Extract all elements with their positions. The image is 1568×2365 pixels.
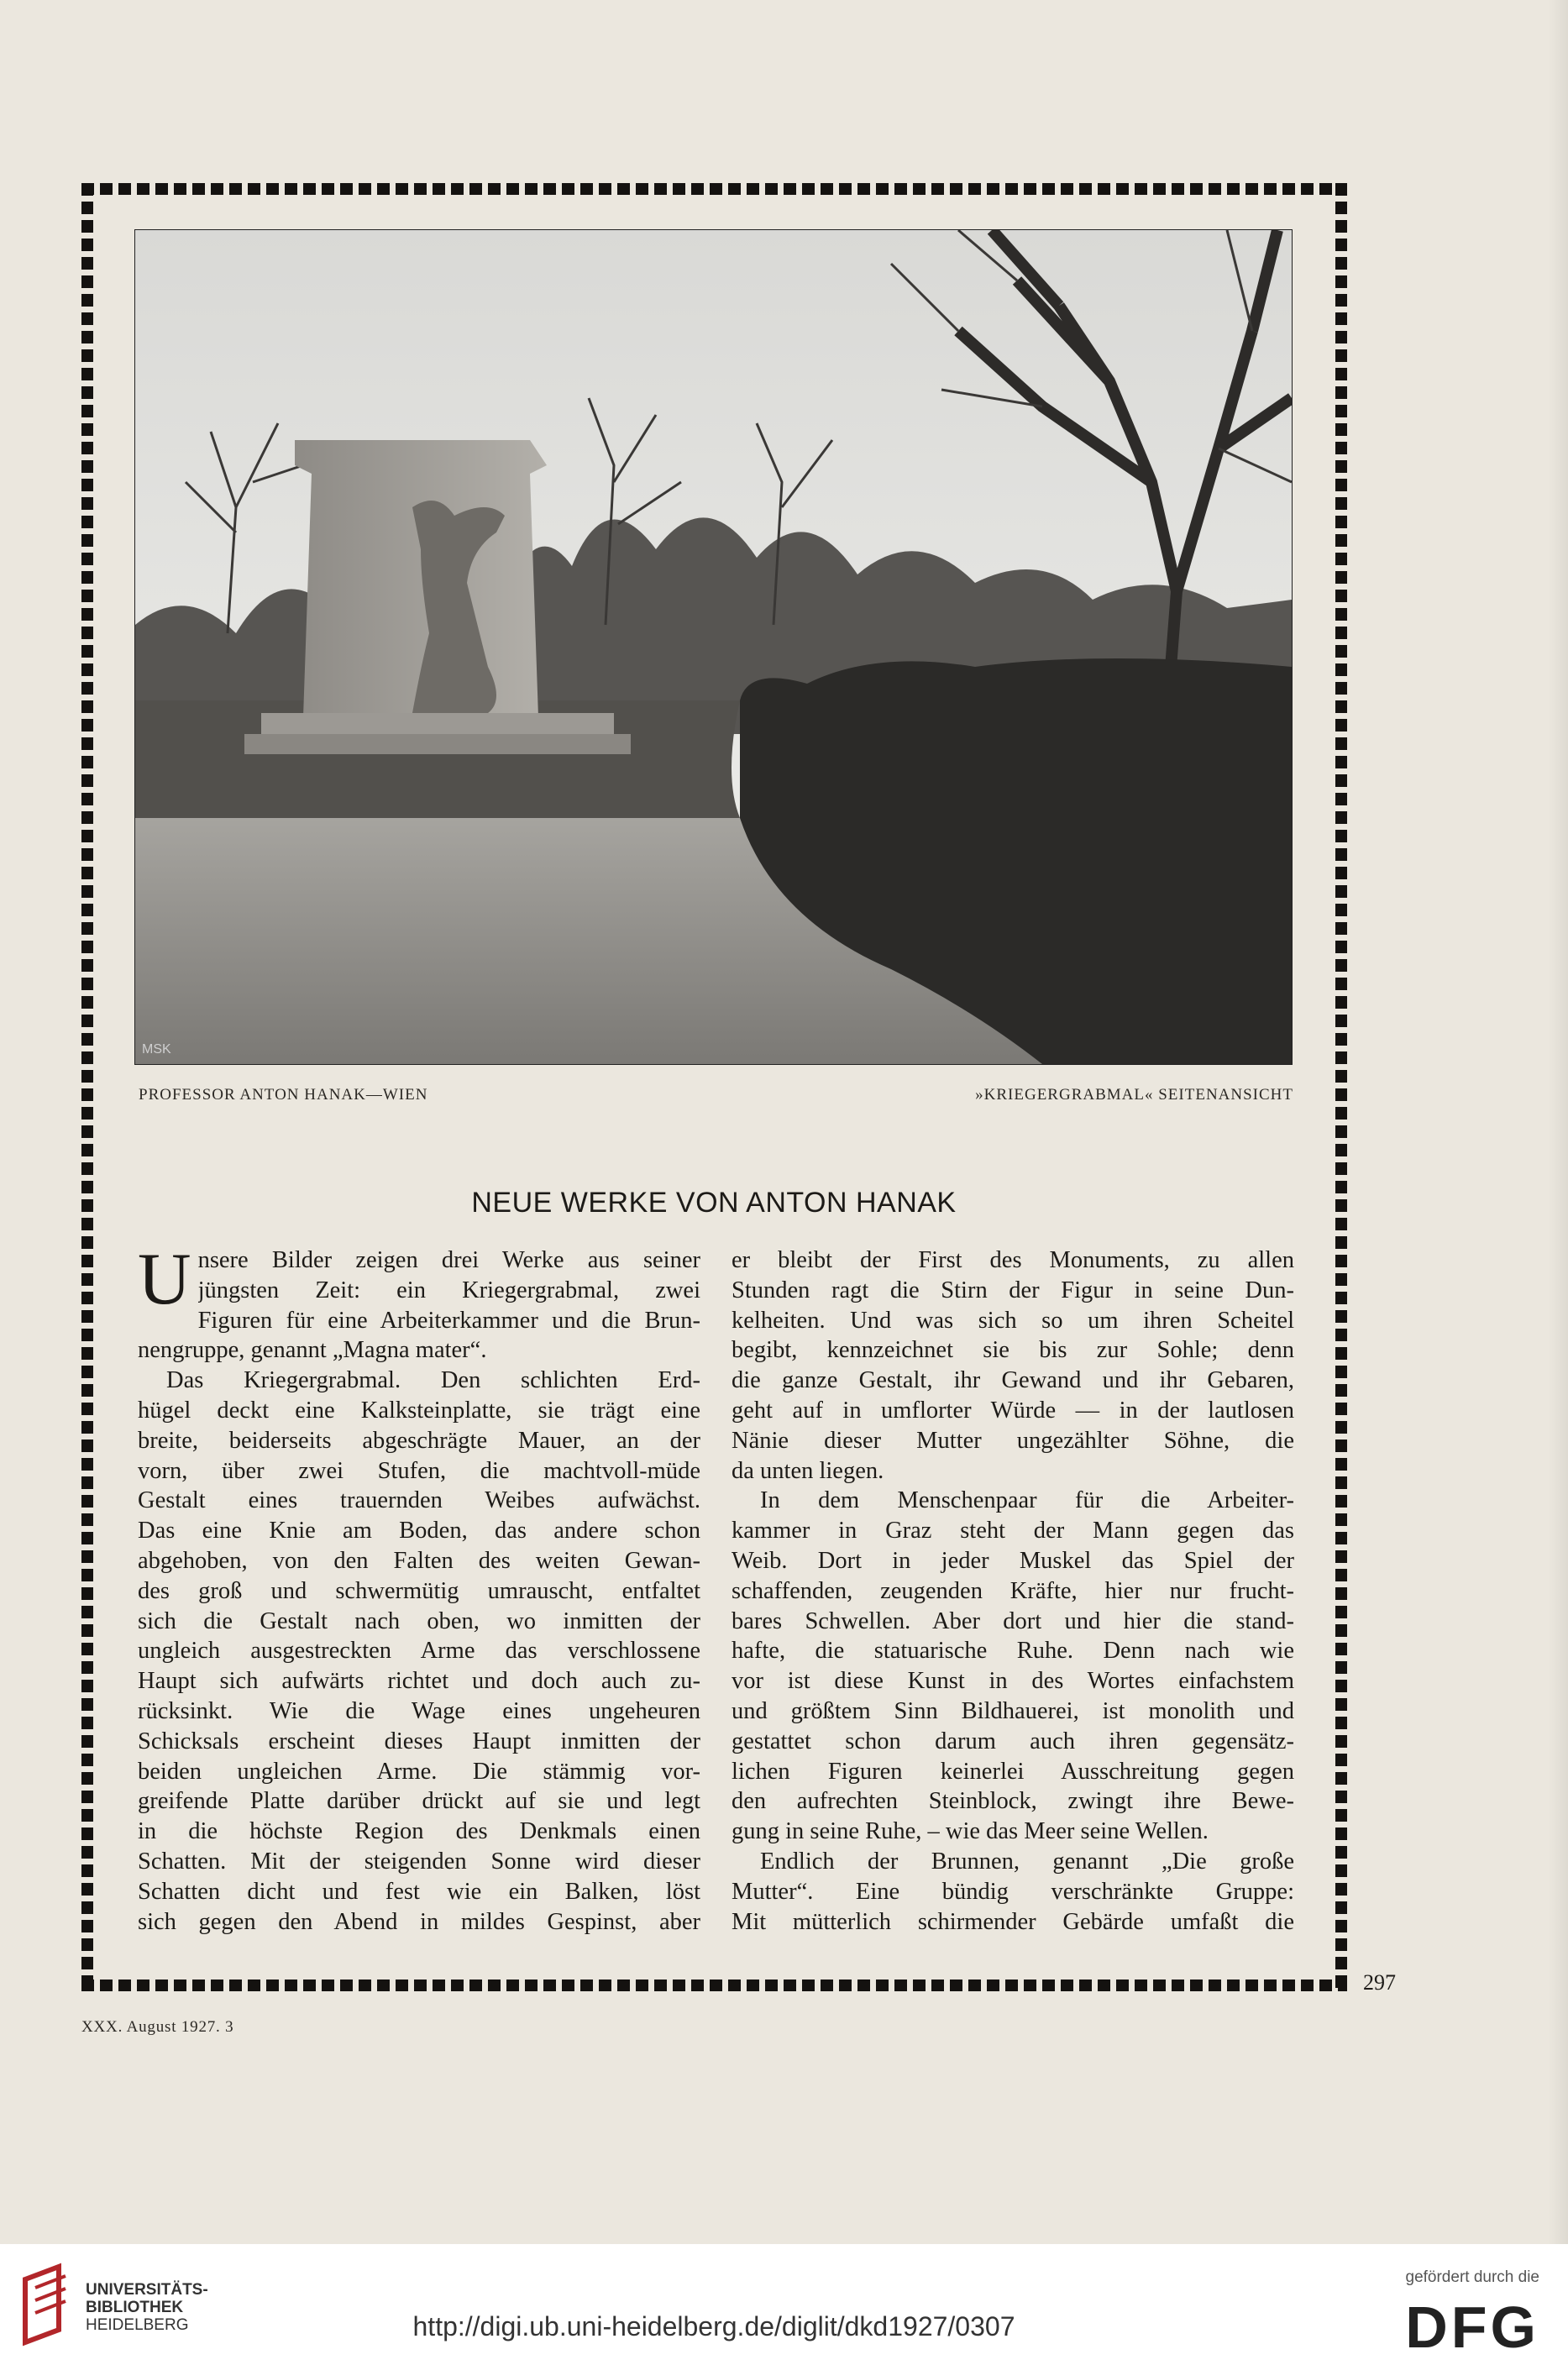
permalink-url[interactable]: http://digi.ub.uni-heidelberg.de/diglit/dkd1927/0307: [412, 2311, 1015, 2341]
text-line: Mit mütterlich schirmender Gebärde umfaßt die: [732, 1908, 1294, 1935]
text-line: Endlich der Brunnen, genannt „Die große: [760, 1848, 1294, 1875]
ornamental-border-bottom: [81, 1980, 1347, 1991]
text-line: da unten liegen.: [732, 1457, 884, 1484]
text-line: Weib. Dort in jeder Muskel das Spiel der: [732, 1547, 1294, 1574]
text-line: sich gegen den Abend in mildes Gespinst, aber: [138, 1908, 700, 1935]
text-line: Gestalt eines trauernden Weibes aufwächst.: [138, 1487, 700, 1514]
caption-work: »KRIEGERGRABMAL« SEITENANSICHT: [975, 1086, 1293, 1104]
text-line: lichen Figuren keinerlei Ausschreitung gegen: [732, 1758, 1294, 1785]
text-line: des groß und schwermütig umrauscht, entfaltet: [138, 1577, 700, 1604]
text-line: Mutter“. Eine bündig verschränkte Gruppe:: [732, 1878, 1294, 1905]
text-line: Schatten dicht und fest wie ein Balken, löst: [138, 1878, 700, 1905]
text-column-right: [732, 1245, 1294, 1937]
text-line: bares Schwellen. Aber dort und hier die stand-: [732, 1607, 1294, 1634]
text-line: kelheiten. Und was sich so um ihren Scheitel: [732, 1307, 1294, 1334]
library-line-1: UNIVERSITÄTS-: [86, 2281, 208, 2299]
text-line: hügel deckt eine Kalksteinplatte, sie trägt eine: [138, 1397, 700, 1424]
text-line: hafte, die statuarische Ruhe. Denn nach wie: [732, 1638, 1294, 1665]
ornamental-border-top: [81, 183, 1347, 195]
text-line: Figuren für eine Arbeiterkammer und die Brun-: [197, 1307, 700, 1334]
text-line: Nänie dieser Mutter ungezählter Söhne, die: [732, 1427, 1294, 1454]
monument-photograph: [134, 229, 1293, 1065]
text-line: abgehoben, von den Falten des weiten Gewan-: [138, 1547, 700, 1574]
text-line: Schatten. Mit der steigenden Sonne wird dieser: [138, 1848, 700, 1875]
dfg-logo: DFG: [1405, 2294, 1539, 2360]
issue-signature: XXX. August 1927. 3: [81, 2018, 234, 2036]
text-line: und größtem Sinn Bildhauerei, ist monolith und: [732, 1697, 1294, 1724]
text-line: den aufrechten Steinblock, zwingt ihre Bewe-: [732, 1788, 1294, 1815]
text-line: breite, beiderseits abgeschrägte Mauer, an der: [138, 1427, 700, 1454]
text-line: vorn, über zwei Stufen, die machtvoll-müde: [138, 1457, 700, 1484]
text-line: schaffenden, zeugenden Kräfte, hier nur frucht-: [732, 1577, 1294, 1604]
text-line: rücksinkt. Wie die Wage eines ungeheuren: [138, 1697, 700, 1724]
text-line: ungleich ausgestreckten Arme das verschlossene: [138, 1638, 700, 1665]
text-line: nengruppe, genannt „Magna mater“.: [138, 1337, 487, 1364]
library-line-3: HEIDELBERG: [86, 2316, 189, 2334]
text-line: in die höchste Region des Denkmals einen: [138, 1818, 700, 1845]
drop-cap: U: [138, 1239, 191, 1320]
photo-signature: MSK: [142, 1042, 171, 1057]
text-line: er bleibt der First des Monuments, zu allen: [732, 1247, 1294, 1273]
ornamental-border-left: [81, 183, 93, 1991]
footer-bar: [0, 2244, 1568, 2365]
ornamental-border-right: [1335, 183, 1347, 1991]
text-line: vor ist diese Kunst in des Wortes einfachstem: [732, 1668, 1294, 1695]
page-number: 297: [1363, 1970, 1396, 1995]
text-line: Stunden ragt die Stirn der Figur in seine Dun-: [732, 1277, 1294, 1303]
text-line: jüngsten Zeit: ein Kriegergrabmal, zwei: [197, 1277, 700, 1303]
text-line: begibt, kennzeichnet sie bis zur Sohle; denn: [732, 1337, 1294, 1364]
text-line: beiden ungleichen Arme. Die stämmig vor-: [138, 1758, 700, 1785]
text-line: Haupt sich aufwärts richtet und doch auch zu-: [138, 1668, 700, 1695]
text-line: die ganze Gestalt, ihr Gewand und ihr Gebaren,: [732, 1367, 1294, 1394]
caption-artist: PROFESSOR ANTON HANAK—WIEN: [139, 1086, 428, 1104]
text-line: sich die Gestalt nach oben, wo inmitten der: [138, 1607, 700, 1634]
text-column-left: [138, 1239, 700, 1937]
text-line: kammer in Graz steht der Mann gegen das: [732, 1518, 1294, 1544]
text-line: In dem Menschenpaar für die Arbeiter-: [760, 1487, 1294, 1514]
text-line: Das eine Knie am Boden, das andere schon: [138, 1518, 700, 1544]
text-line: geht auf in umflorter Würde — in der lautlosen: [732, 1397, 1294, 1424]
library-line-2: BIBLIOTHEK: [86, 2299, 184, 2316]
text-line: nsere Bilder zeigen drei Werke aus seiner: [197, 1247, 700, 1273]
text-line: greifende Platte darüber drückt auf sie und legt: [138, 1788, 700, 1815]
funding-note: gefördert durch die: [1405, 2268, 1539, 2286]
text-line: gung in seine Ruhe, – wie das Meer seine Wellen.: [732, 1818, 1209, 1845]
text-line: Schicksals erscheint dieses Haupt inmitten der: [138, 1728, 700, 1754]
text-line: Das Kriegergrabmal. Den schlichten Erd-: [166, 1367, 700, 1394]
text-line: gestattet schon darum auch ihren gegensätz-: [732, 1728, 1294, 1754]
article-title: NEUE WERKE VON ANTON HANAK: [471, 1187, 957, 1219]
